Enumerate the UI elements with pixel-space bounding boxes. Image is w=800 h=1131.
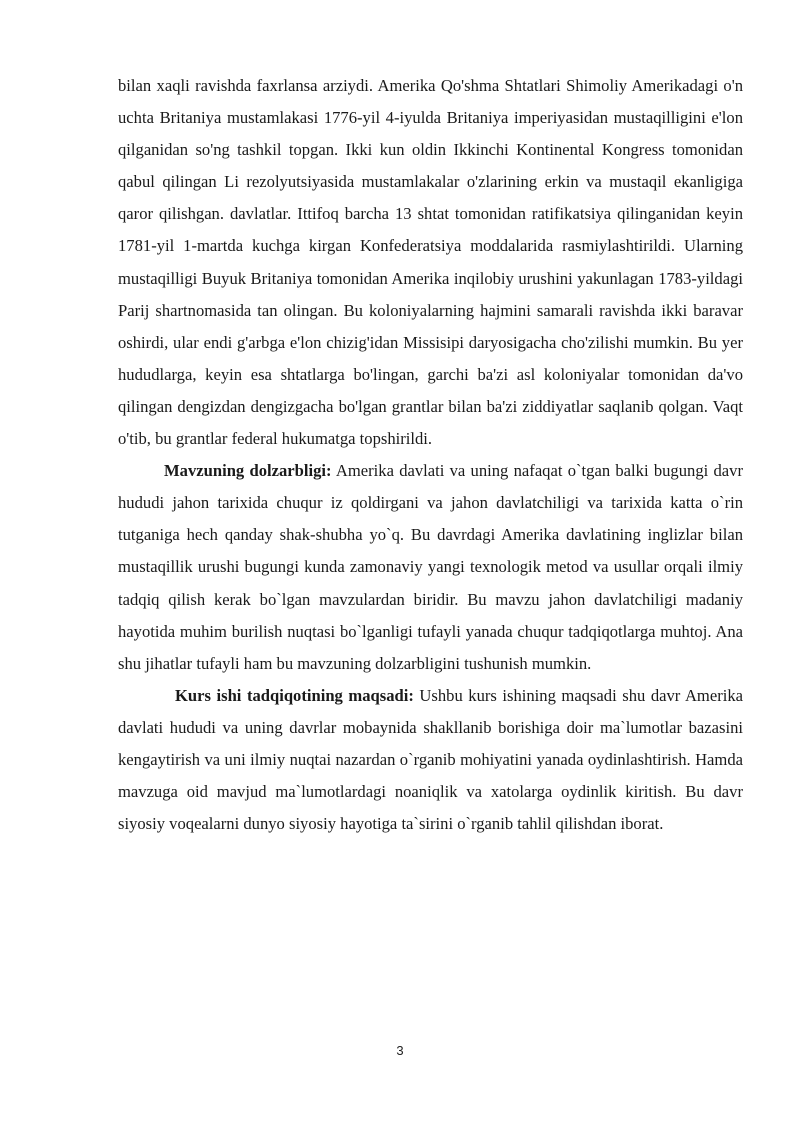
goal-text: Ushbu kurs ishining maqsadi shu davr Amerika davlati hududi va uning davrlar mobaynida shakllanib borishiga doir ma`lumotlar bazasini kengaytirish va uni ilmiy nuqtai nazardan o`rganib mohiyatini yanada oydinlashtirish. Hamda mavzuga oid mavjud ma`lumotlardagi noaniqlik va xatolarga oydinlik kiritish. Bu davr siyosiy voqealarni dunyo siyosiy hayotiga ta`sirini o`rganib tahlil qilishdan iborat. [118,685,743,834]
relevance-heading: Mavzuning dolzarbligi: [164,461,332,481]
page-number: 3 [396,1043,404,1058]
goal-heading: Kurs ishi tadqiqotining maqsadi: [175,685,414,705]
relevance-paragraph [118,455,743,680]
body-paragraph [118,70,743,455]
goal-paragraph [118,680,743,840]
relevance-text: Amerika davlati va uning nafaqat o`tgan balki bugungi davr hududi jahon tarixida chuqur iz qoldirgani va jahon davlatchiligi va tarixida katta o`rin tutganiga hech qanday shak-shubha yo`q. Bu davrdagi Amerika davlatining inglizlar bilan mustaqillik urushi bugungi kunda zamonaviy yangi texnologik metod va usullar orqali ilmiy tadqiq qilish kerak bo`lgan mavzulardan biridir. Bu mavzu jahon davlatchiligi madaniy hayotida muhim burilish nuqtasi bo`lganligi tufayli yanada chuqur tadqiqotlarga muhtoj. Ana shu jihatlar tufayli ham bu mavzuning dolzarbligini tushunish mumkin. [118,461,743,673]
document-page [118,70,743,840]
paragraph-text: bilan xaqli ravishda faxrlansa arziydi. Amerika Qo'shma Shtatlari Shimoliy Amerikadagi o'n uchta Britaniya mustamlakasi 1776-yil 4-iyulda Britaniya imperiyasidan mustaqilligini e'lon qilganidan so'ng tashkil topgan. Ikki kun oldin Ikkinchi Kontinental Kongress tomonidan qabul qilingan Li rezolyutsiyasida mustamlakalar o'zlarining erkin va mustaqil ekanligiga qaror qilishgan. davlatlar. Ittifoq barcha 13 shtat tomonidan ratifikatsiya qilinganidan keyin 1781-yil 1-martda kuchga kirgan Konfederatsiya moddalarida rasmiylashtirildi. Ularning mustaqilligi Buyuk Britaniya tomonidan Amerika inqilobiy urushini yakunlagan 1783-yildagi Parij shartnomasida tan olingan. Bu koloniyalarning hajmini samarali ravishda ikki baravar oshirdi, ular endi g'arbga e'lon chizig'idan Missisipi daryosigacha cho'zilishi mumkin. Bu yer hududlarga, keyin esa shtatlarga bo'lingan, garchi ba'zi asl koloniyalar tomonidan da'vo qilingan dengizdan dengizgacha bo'lgan grantlar bilan ba'zi ziddiyatlar saqlanib qolgan. Vaqt o'tib, bu grantlar federal hukumatga topshirildi. [118,76,743,449]
